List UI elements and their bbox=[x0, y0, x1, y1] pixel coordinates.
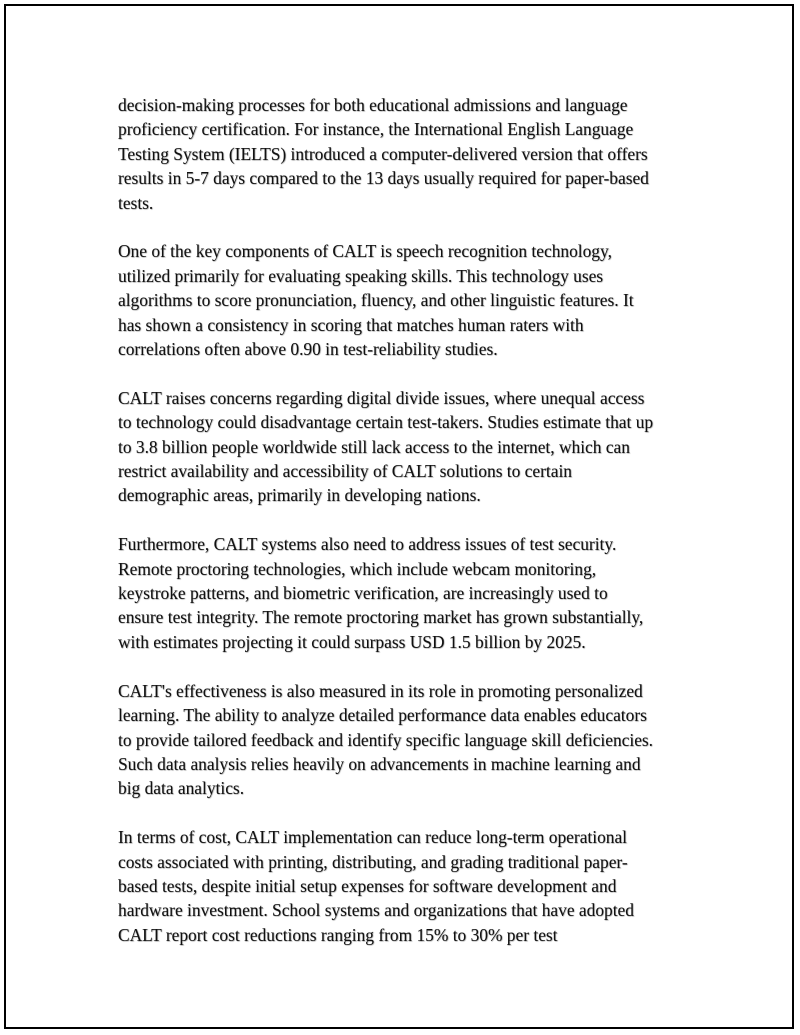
text-line: correlations often above 0.90 in test-reliability studies. bbox=[118, 339, 498, 360]
text-line: CALT report cost reductions ranging from 15% to 30% per test bbox=[118, 924, 558, 945]
paragraph-4 bbox=[118, 532, 698, 654]
text-line: hardware investment. School systems and organizations that have adopted bbox=[118, 900, 634, 921]
text-line: tests. bbox=[118, 192, 154, 213]
text-line: to technology could disadvantage certain test-takers. Studies estimate that up bbox=[118, 412, 654, 433]
text-line: costs associated with printing, distributing, and grading traditional paper- bbox=[118, 851, 628, 872]
text-line: big data analytics. bbox=[118, 778, 245, 799]
paragraph-6 bbox=[118, 825, 698, 947]
text-line: Remote proctoring technologies, which include webcam monitoring, bbox=[118, 558, 597, 579]
paragraph-5 bbox=[118, 679, 698, 801]
text-line: keystroke patterns, and biometric verification, are increasingly used to bbox=[118, 583, 608, 604]
text-line: Such data analysis relies heavily on advancements in machine learning and bbox=[118, 753, 641, 774]
text-line: utilized primarily for evaluating speaking skills. This technology uses bbox=[118, 265, 604, 286]
document-body bbox=[118, 93, 698, 972]
text-line: Testing System (IELTS) introduced a computer-delivered version that offers bbox=[118, 143, 648, 164]
text-line: to 3.8 billion people worldwide still lack access to the internet, which can bbox=[118, 436, 630, 457]
text-line: with estimates projecting it could surpass USD 1.5 billion by 2025. bbox=[118, 631, 586, 652]
text-line: ensure test integrity. The remote proctoring market has grown substantially, bbox=[118, 607, 644, 628]
text-line: CALT raises concerns regarding digital divide issues, where unequal access bbox=[118, 387, 645, 408]
paragraph-1 bbox=[118, 93, 698, 215]
text-line: proficiency certification. For instance, the International English Language bbox=[118, 119, 634, 140]
text-line: CALT's effectiveness is also measured in its role in promoting personalized bbox=[118, 680, 643, 701]
paragraph-3 bbox=[118, 386, 698, 508]
paragraph-2 bbox=[118, 239, 698, 361]
text-line: results in 5-7 days compared to the 13 days usually required for paper-based bbox=[118, 168, 649, 189]
text-line: algorithms to score pronunciation, fluency, and other linguistic features. It bbox=[118, 290, 634, 311]
text-line: One of the key components of CALT is speech recognition technology, bbox=[118, 241, 612, 262]
text-line: In terms of cost, CALT implementation can reduce long-term operational bbox=[118, 827, 628, 848]
text-line: restrict availability and accessibility of CALT solutions to certain bbox=[118, 461, 572, 482]
text-line: has shown a consistency in scoring that matches human raters with bbox=[118, 314, 584, 335]
text-line: decision-making processes for both educational admissions and language bbox=[118, 95, 628, 115]
text-line: Furthermore, CALT systems also need to address issues of test security. bbox=[118, 534, 617, 555]
text-line: to provide tailored feedback and identify specific language skill deficiencies. bbox=[118, 729, 654, 750]
text-line: learning. The ability to analyze detailed performance data enables educators bbox=[118, 705, 647, 726]
text-line: based tests, despite initial setup expenses for software development and bbox=[118, 875, 617, 896]
text-line: demographic areas, primarily in developing nations. bbox=[118, 485, 481, 506]
